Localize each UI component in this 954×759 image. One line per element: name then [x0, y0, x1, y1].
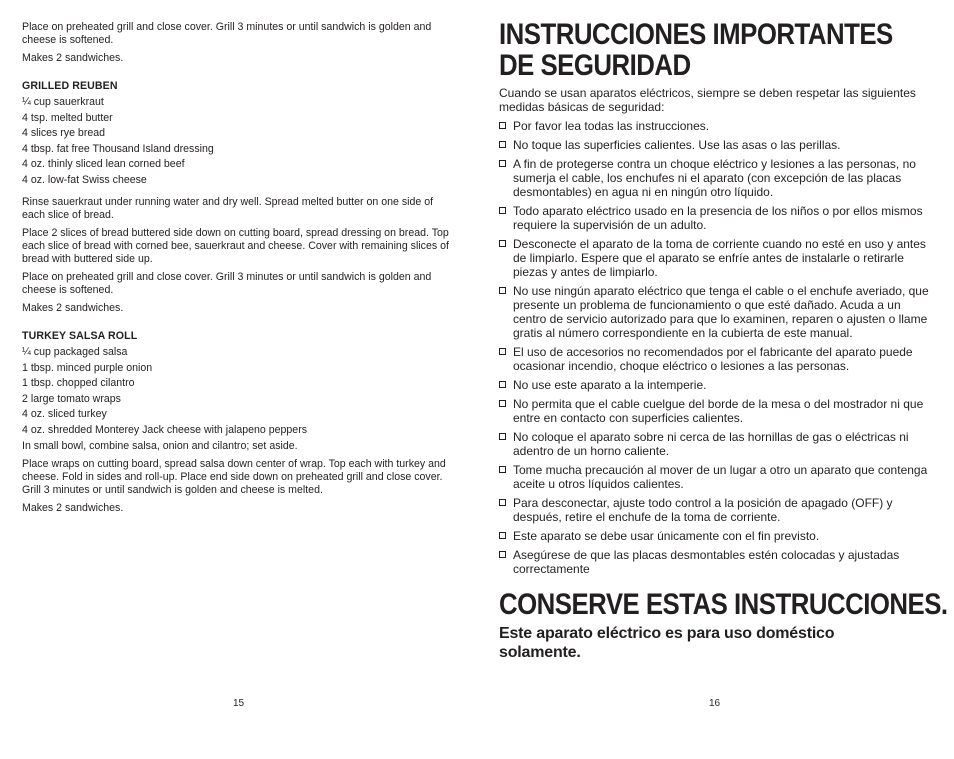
- list-item: Asegúrese de que las placas desmontables estén colocadas y ajustadas correctamente: [499, 548, 933, 576]
- checkbox-icon: [499, 400, 506, 407]
- checkbox-icon: [499, 207, 506, 214]
- safety-title: [499, 18, 893, 82]
- page-number-left: 15: [233, 698, 245, 709]
- list-item: Para desconectar, ajuste todo control a la posición de apagado (OFF) y después, retire el enchufe de la toma de corriente.: [499, 496, 933, 524]
- intro-step: Place on preheated grill and close cover. Grill 3 minutes or until sandwich is golden and cheese is softened.: [22, 21, 432, 46]
- checkbox-icon: [499, 381, 506, 388]
- step: Place on preheated grill and close cover. Grill 3 minutes or until sandwich is golden and cheese is softened.: [22, 270, 432, 296]
- turkey-ingredients: [22, 346, 450, 437]
- safety-list: [499, 119, 933, 576]
- checkbox-icon: [499, 466, 506, 473]
- ingredient: 4 tbsp. fat free Thousand Island dressing: [22, 142, 214, 155]
- step: Makes 2 sandwiches.: [22, 301, 124, 314]
- safety-intro: Cuando se usan aparatos eléctricos, siempre se deben respetar las siguientes medidas básicas de seguridad:: [499, 86, 916, 114]
- checkbox-icon: [499, 532, 506, 539]
- step: Place wraps on cutting board, spread salsa down center of wrap. Top each with turkey and cheese. Fold in sides and roll-up. Place end side down on preheated grill and close cover. Grill 3 minutes or until sandwich is golden and cheese is melted.: [22, 457, 446, 496]
- checkbox-icon: [499, 433, 506, 440]
- safety-title-line2: DE SEGURIDAD: [499, 49, 691, 82]
- conserve-heading: CONSERVE ESTAS INSTRUCCIONES.: [499, 588, 948, 621]
- list-item: No coloque el aparato sobre ni cerca de las hornillas de gas o eléctricas ni adentro de un horno caliente.: [499, 430, 933, 458]
- left-page: [22, 21, 450, 759]
- household-line2: solamente.: [499, 644, 581, 661]
- list-item: Todo aparato eléctrico usado en la presencia de los niños o por ellos mismos requiere la supervisión de un adulto.: [499, 204, 933, 232]
- turkey-heading: TURKEY SALSA ROLL: [22, 329, 138, 342]
- checkbox-icon: [499, 348, 506, 355]
- step: In small bowl, combine salsa, onion and cilantro; set aside.: [22, 439, 298, 452]
- reuben-ingredients: [22, 96, 450, 187]
- step: Rinse sauerkraut under running water and dry well. Spread melted butter on one side of each slice of bread.: [22, 195, 434, 221]
- ingredient: ¼ cup sauerkraut: [22, 96, 104, 108]
- checkbox-icon: [499, 141, 506, 148]
- list-item: Desconecte el aparato de la toma de corriente cuando no esté en uso y antes de limpiarlo. Espere que el aparato se enfríe antes de instalarle o retirarle piezas y antes de limpiarlo.: [499, 237, 933, 279]
- ingredient: 4 oz. shredded Monterey Jack cheese with jalapeno peppers: [22, 423, 308, 436]
- safety-title-line1: INSTRUCCIONES IMPORTANTES: [499, 18, 893, 51]
- household-line1: Este aparato eléctrico es para uso doméstico: [499, 625, 835, 642]
- list-item: A fin de protegerse contra un choque eléctrico y lesiones a las personas, no sumerja el cable, los enchufes ni el aparato (con excepción de las placas desmontables) en agua ni en ningún otro líquido.: [499, 157, 933, 199]
- turkey-steps: [22, 440, 450, 515]
- ingredient: 4 slices rye bread: [22, 127, 106, 140]
- checkbox-icon: [499, 551, 506, 558]
- list-item: No use ningún aparato eléctrico que tenga el cable o el enchufe averiado, que presente un problema de funcionamiento o que esté dañado. Acuda a un centro de servicio autorizado para que lo examinen, reparen o ajusten o llame gratis al número correspondiente en la cubierta de este manual.: [499, 284, 933, 340]
- yield-note: Makes 2 sandwiches.: [22, 52, 124, 64]
- step: Place 2 slices of bread buttered side down on cutting board, spread dressing on bread. Top each slice of bread with corned bee, sauerkraut and cheese. Cover with remaining slices of bread with buttered side up.: [22, 226, 449, 265]
- checkbox-icon: [499, 287, 506, 294]
- ingredient: 4 oz. low-fat Swiss cheese: [22, 173, 147, 186]
- list-item: No toque las superficies calientes. Use las asas o las perillas.: [499, 138, 933, 152]
- reuben-heading: GRILLED REUBEN: [22, 80, 118, 92]
- ingredient: 2 large tomato wraps: [22, 392, 121, 405]
- checkbox-icon: [499, 240, 506, 247]
- ingredient: ¼ cup packaged salsa: [22, 345, 128, 358]
- checkbox-icon: [499, 499, 506, 506]
- ingredient: 1 tbsp. minced purple onion: [22, 361, 153, 374]
- list-item: No use este aparato a la intemperie.: [499, 378, 933, 392]
- ingredient: 1 tbsp. chopped cilantro: [22, 377, 135, 390]
- checkbox-icon: [499, 160, 506, 167]
- right-page: [499, 18, 948, 757]
- list-item: No permita que el cable cuelgue del borde de la mesa o del mostrador ni que entre en contacto con superficies calientes.: [499, 397, 933, 425]
- list-item: El uso de accesorios no recomendados por el fabricante del aparato puede ocasionar incendio, choque eléctrico o lesiones a las personas.: [499, 345, 933, 373]
- household-note: [499, 624, 933, 662]
- list-item: Este aparato se debe usar únicamente con el fin previsto.: [499, 529, 933, 543]
- list-item: Tome mucha precaución al mover de un lugar a otro un aparato que contenga aceite u otros líquidos calientes.: [499, 463, 933, 491]
- step: Makes 2 sandwiches.: [22, 501, 124, 514]
- reuben-steps: [22, 196, 450, 315]
- ingredient: 4 oz. sliced turkey: [22, 408, 107, 421]
- page-number-right: 16: [709, 698, 721, 709]
- checkbox-icon: [499, 122, 506, 129]
- ingredient: 4 oz. thinly sliced lean corned beef: [22, 158, 185, 171]
- ingredient: 4 tsp. melted butter: [22, 111, 113, 124]
- list-item: Por favor lea todas las instrucciones.: [499, 119, 933, 133]
